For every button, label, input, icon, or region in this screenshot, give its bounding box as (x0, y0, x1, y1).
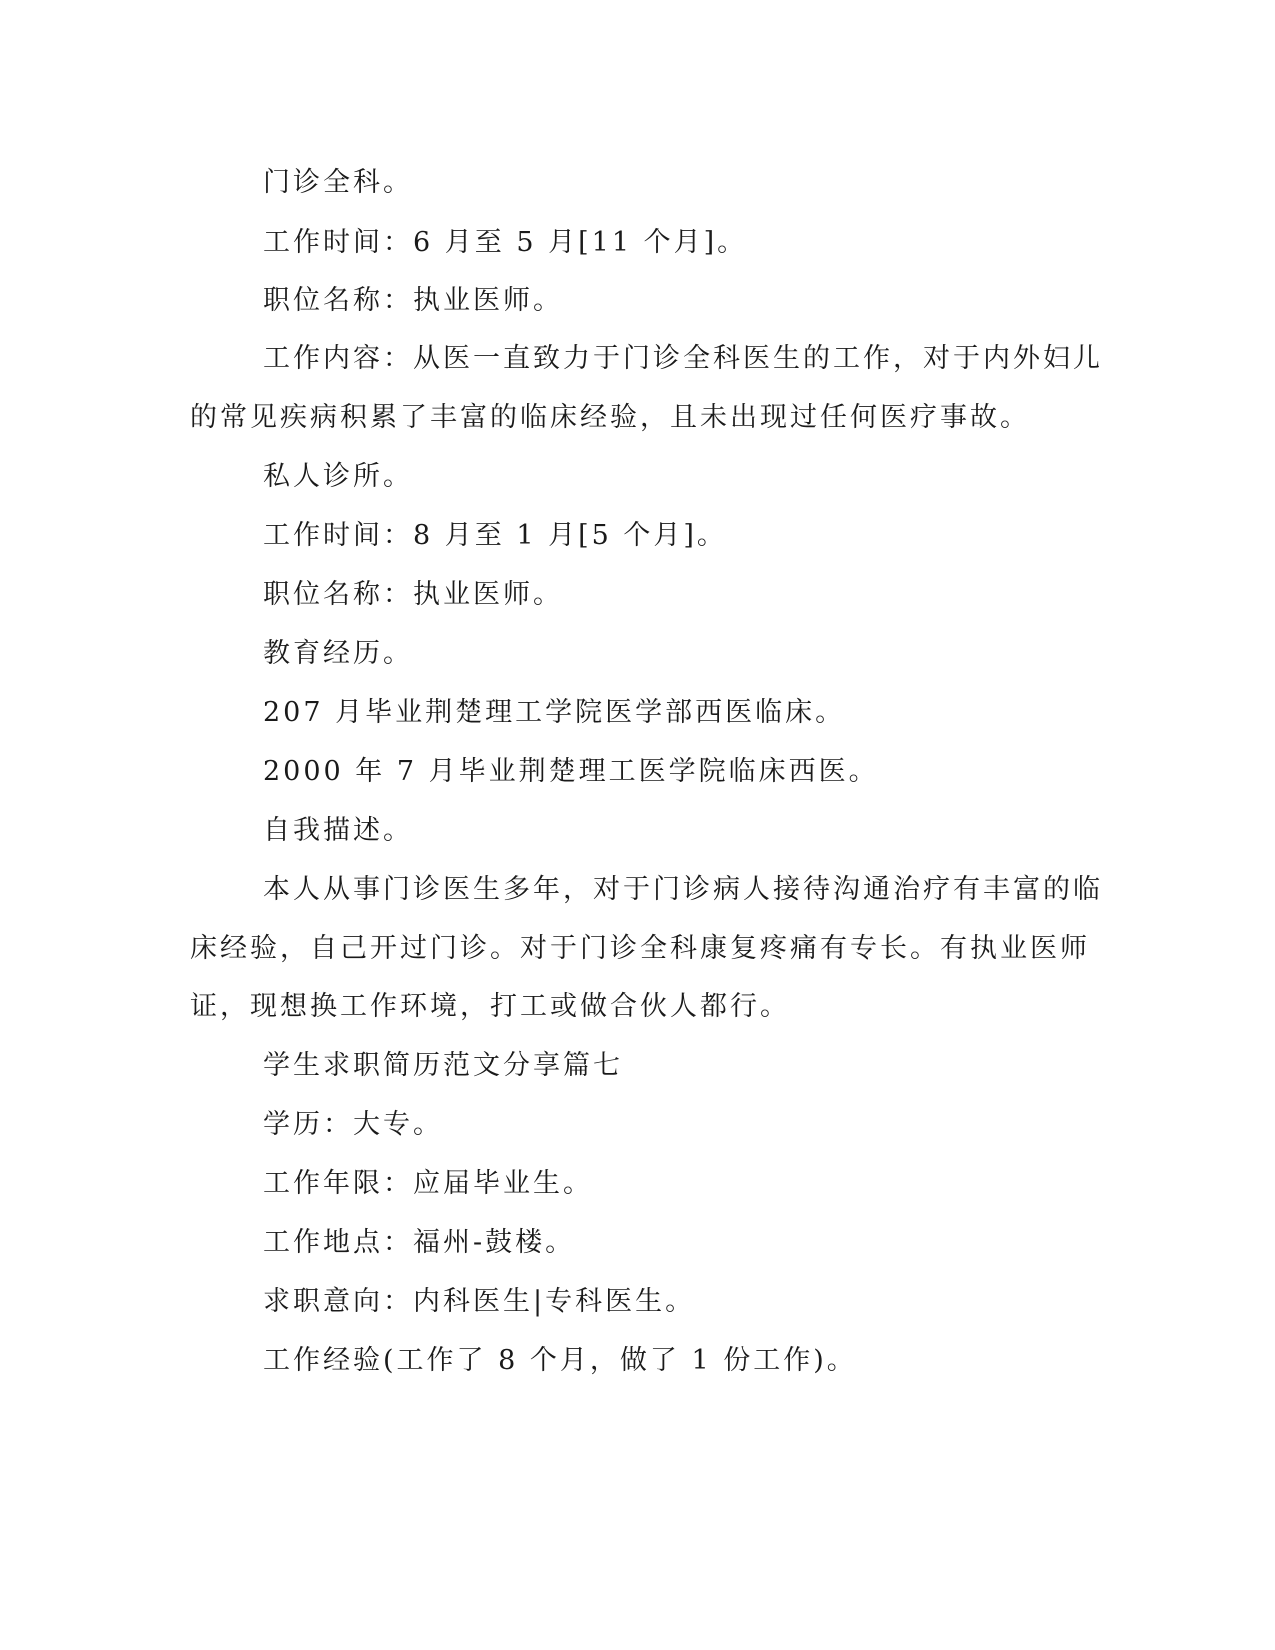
text-line: 床经验，自己开过门诊。对于门诊全科康复疼痛有专长。有执业医师 (190, 933, 1090, 964)
text-line: 2000 年 7 月毕业荆楚理工医学院临床西医。 (263, 756, 879, 787)
text-line: 教育经历。 (263, 638, 413, 669)
text-line: 证，现想换工作环境，打工或做合伙人都行。 (190, 991, 790, 1022)
text-line: 职位名称：执业医师。 (263, 285, 563, 316)
text-line: 207 月毕业荆楚理工学院医学部西医临床。 (263, 697, 846, 728)
text-line: 自我描述。 (263, 815, 413, 846)
text-line: 求职意向：内科医生|专科医生。 (263, 1286, 696, 1317)
text-line: 门诊全科。 (263, 167, 413, 198)
text-line: 私人诊所。 (263, 461, 413, 492)
text-line: 工作经验(工作了 8 个月，做了 1 份工作)。 (263, 1345, 857, 1376)
text-line: 工作时间：6 月至 5 月[11 个月]。 (263, 227, 748, 258)
text-line: 工作年限：应届毕业生。 (263, 1168, 593, 1199)
text-line: 职位名称：执业医师。 (263, 579, 563, 610)
text-line: 的常见疾病积累了丰富的临床经验，且未出现过任何医疗事故。 (190, 402, 1030, 433)
section-heading: 学生求职简历范文分享篇七 (263, 1050, 623, 1081)
text-line: 工作时间：8 月至 1 月[5 个月]。 (263, 520, 727, 551)
text-line: 工作内容：从医一直致力于门诊全科医生的工作，对于内外妇儿 (263, 343, 1103, 374)
text-line: 学历：大专。 (263, 1109, 443, 1140)
text-line: 本人从事门诊医生多年，对于门诊病人接待沟通治疗有丰富的临 (263, 874, 1103, 905)
text-line: 工作地点：福州-鼓楼。 (263, 1227, 576, 1258)
